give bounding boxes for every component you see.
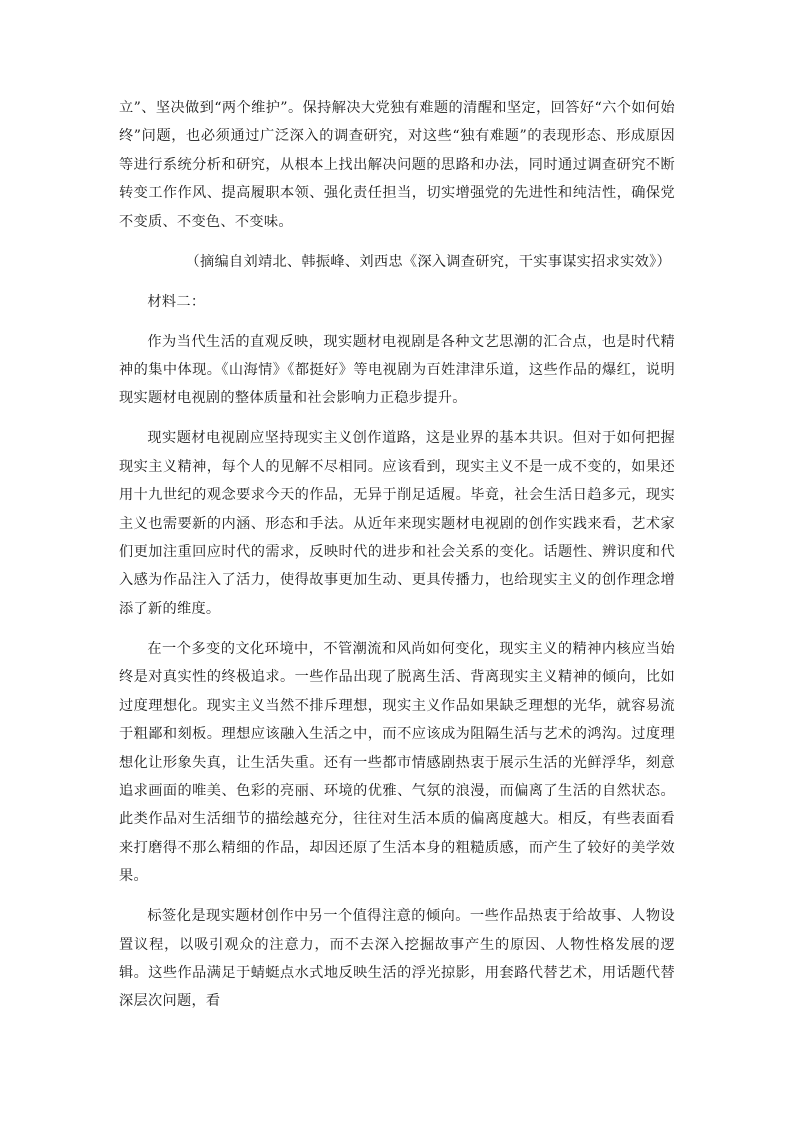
material-two-paragraph-1: 作为当代生活的直观反映，现实题材电视剧是各种文艺思潮的汇合点，也是时代精神的集中体现。《山海情》《都挺好》等电视剧为百姓津津乐道，这些作品的爆红，说明现实题材电视剧的整体质量和社会影响力正稳步提升。: [119, 333, 675, 407]
source-note: （摘编自刘靖北、韩振峰、刘西忠《深入调查研究，干实事谋实招求实效》）: [185, 253, 671, 270]
material-two-heading: 材料二：: [147, 293, 206, 310]
continued-paragraph: 立”、坚决做到“两个维护”。保持解决大党独有难题的清醒和坚定，回答好“六个如何始终”问题，也必须通过广泛深入的调查研究，对这些“独有难题”的表现形态、形成原因等进行系统分析和研究，从根本上找出解决问题的思路和办法，同时通过调查研究不断转变工作作风、提高履职本领、强化责任担当，切实增强党的先进性和纯洁性，确保党不变质、不变色、不变味。: [119, 100, 675, 230]
material-two-paragraph-4: 标签化是现实题材创作中另一个值得注意的倾向。一些作品热衷于给故事、人物设置议程，以吸引观众的注意力，而不去深入挖掘故事产生的原因、人物性格发展的逻辑。这些作品满足于蜻蜓点水式地反映生活的浮光掠影，用套路代替艺术，用话题代替深层次问题，看: [119, 908, 675, 1010]
material-two-paragraph-3: 在一个多变的文化环境中，不管潮流和风尚如何变化，现实主义的精神内核应当始终是对真实性的终极追求。一些作品出现了脱离生活、背离现实主义精神的倾向，比如过度理想化。现实主义当然不排斥理想，现实主义作品如果缺乏理想的光华，就容易流于粗鄙和刻板。理想应该融入生活之中，而不应该成为阻隔生活与艺术的鸿沟。过度理想化让形象失真，让生活失重。还有一些都市情感剧热衷于展示生活的光鲜浮华，刻意追求画面的唯美、色彩的亮丽、环境的优雅、气氛的浪漫，而偏离了生活的自然状态。此类作品对生活细节的描绘越充分，往往对生活本质的偏离度越大。相反，有些表面看来打磨得不那么精细的作品，却因还原了生活本身的粗糙质感，而产生了较好的美学效果。: [119, 640, 675, 885]
document-page: [119, 94, 675, 1016]
material-two-paragraph-2: 现实题材电视剧应坚持现实主义创作道路，这是业界的基本共识。但对于如何把握现实主义精神，每个人的见解不尽相同。应该看到，现实主义不是一成不变的，如果还用十九世纪的观念要求今天的作品，无异于削足适履。毕竟，社会生活日趋多元，现实主义也需要新的内涵、形态和手法。从近年来现实题材电视剧的创作实践来看，艺术家们更加注重回应时代的需求，反映时代的进步和社会关系的变化。话题性、辨识度和代入感为作品注入了活力，使得故事更加生动、更具传播力，也给现实主义的创作理念增添了新的维度。: [119, 430, 675, 617]
